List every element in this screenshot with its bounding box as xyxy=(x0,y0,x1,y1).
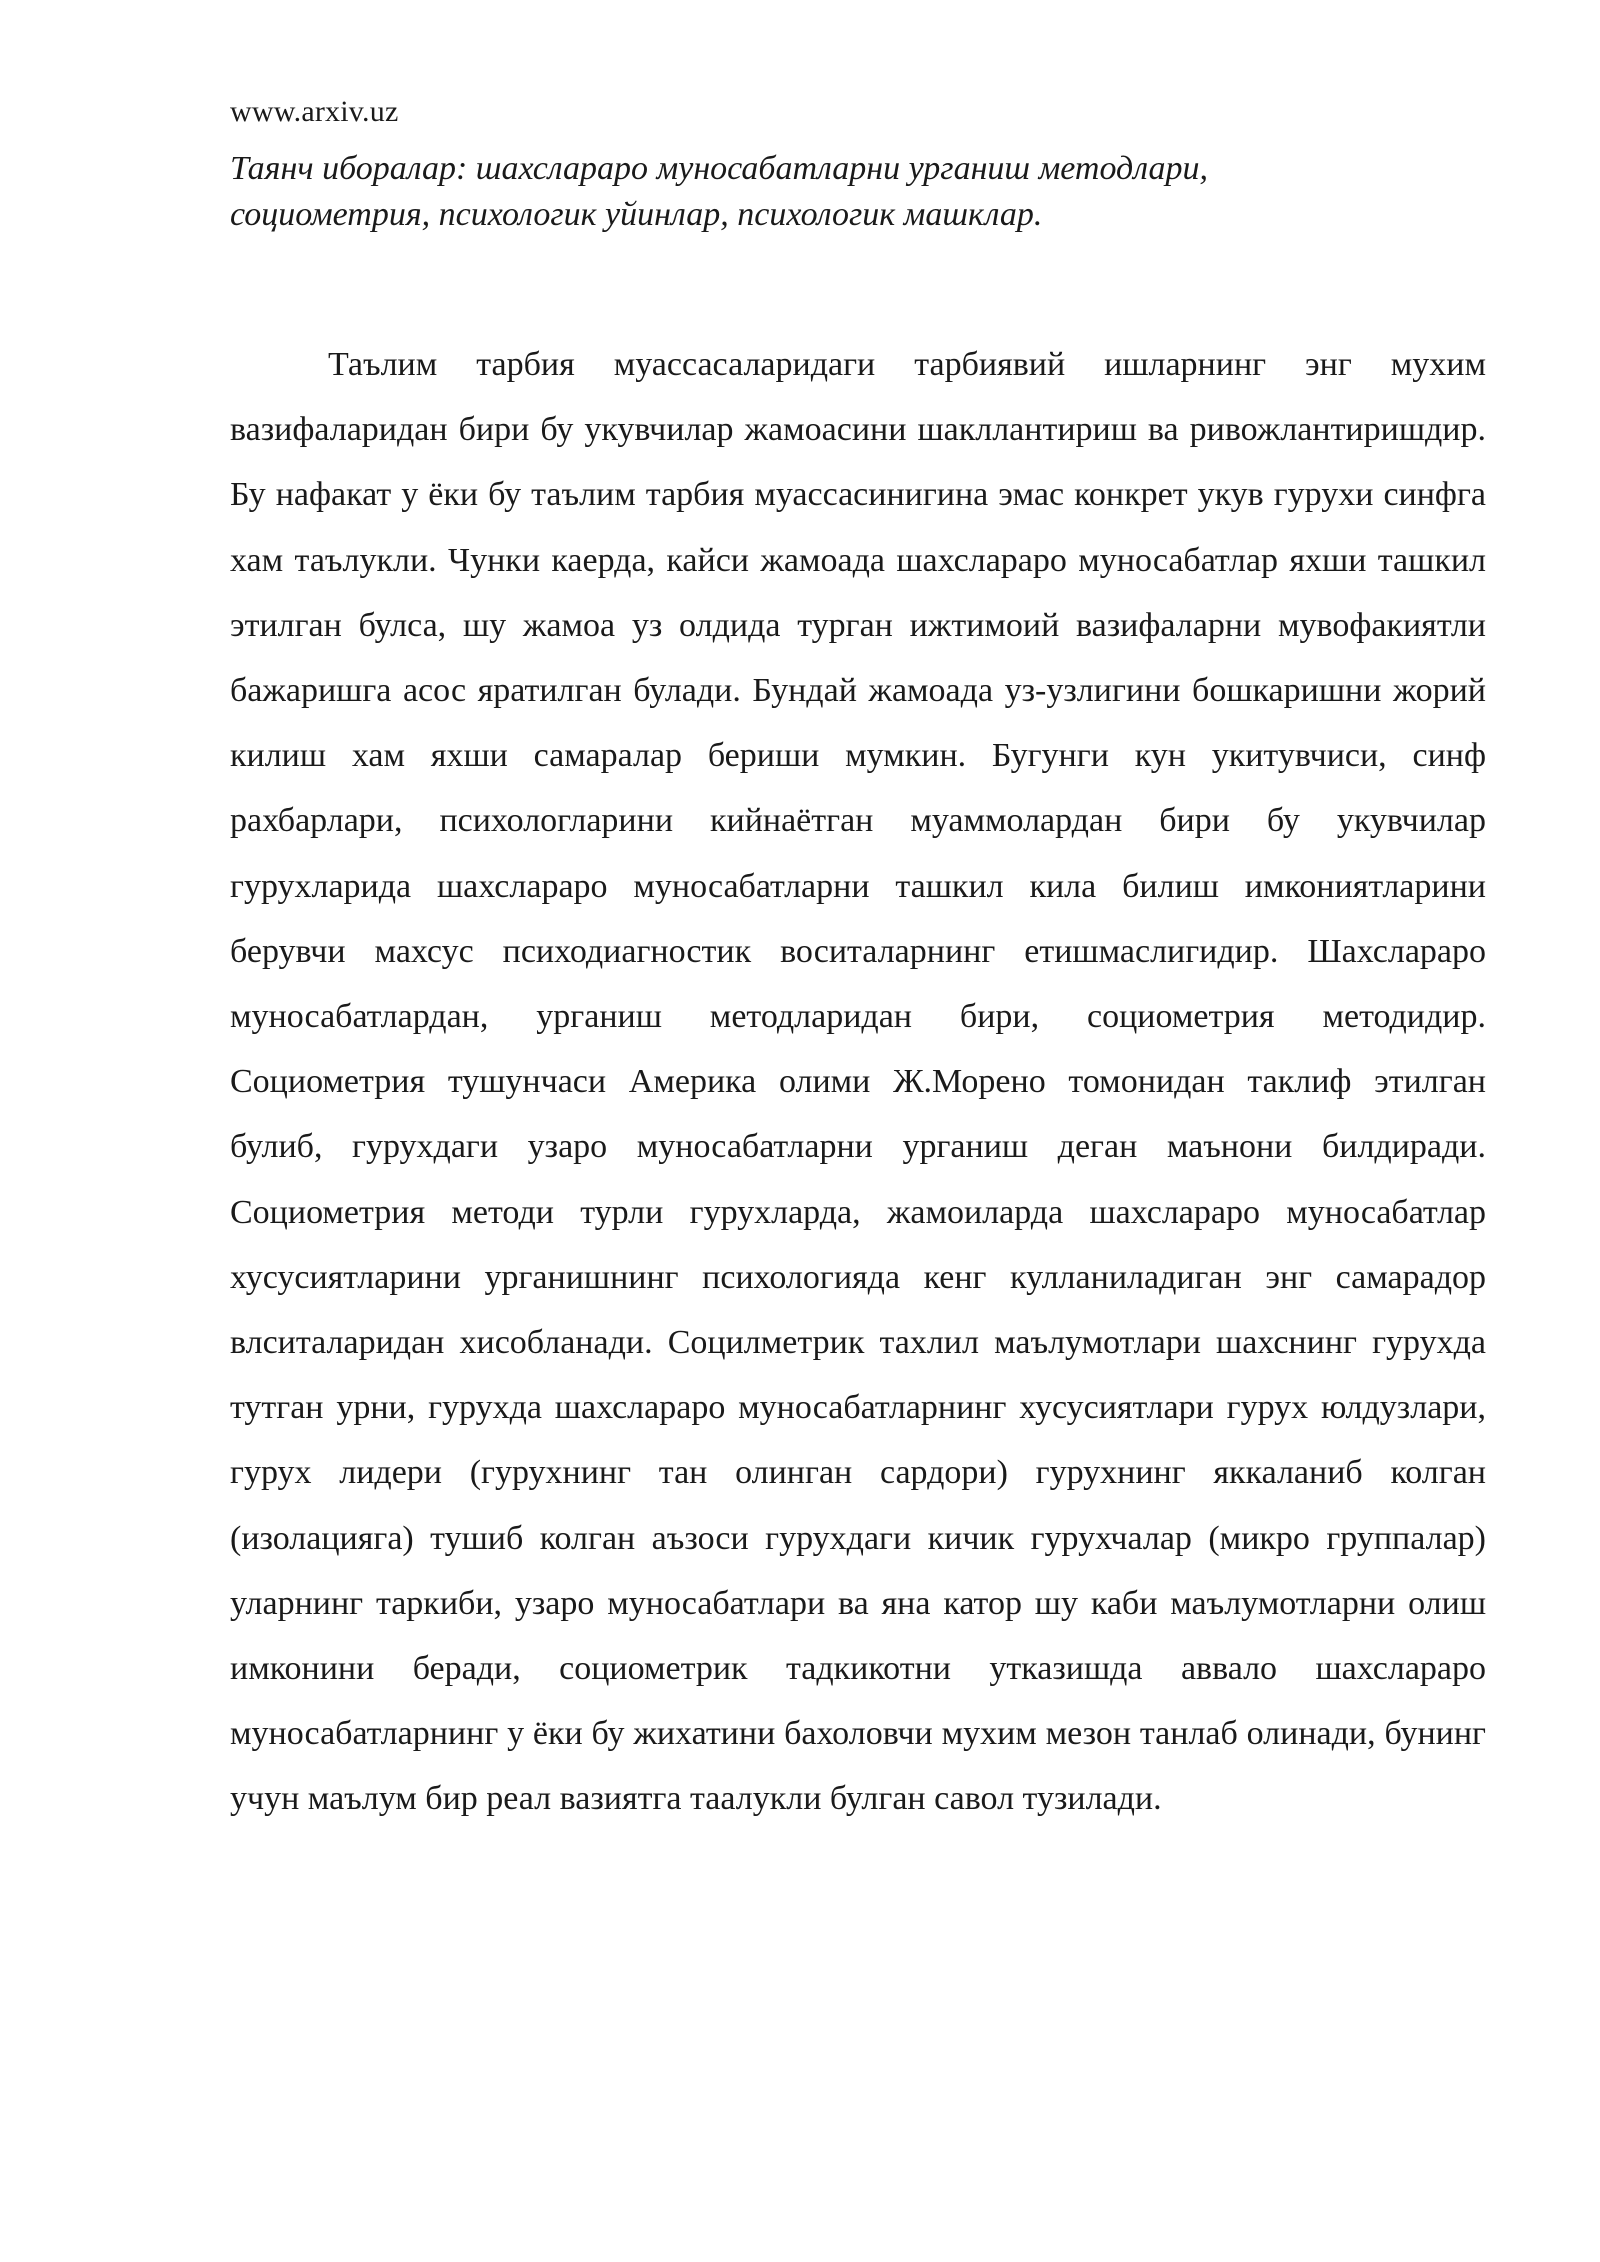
body-paragraph: Таълим тарбия муассасаларидаги тарбиявий ишларнинг энг мухим вазифаларидан бири бу укувчилар жамоасини шакллантириш ва ривожлантиришдир. Бу нафакат у ёки бу таълим тарбия муассасинигина эмас конкрет укув гурухи синфга хам таълукли. Чунки каерда, кайси жамоада шахслараро муносабатлар яхши ташкил этилган булса, шу жамоа уз олдида турган ижтимоий вазифаларни мувофакиятли бажаришга асос яратилган булади. Бундай жамоада уз-узлигини бошкаришни жорий килиш хам яхши самаралар бериши мумкин. Бугунги кун укитувчиси, синф рахбарлари, психологларини кийнаётган муаммолардан бири бу укувчилар гурухларида шахслараро муносабатларни ташкил кила билиш имкониятларини берувчи махсус психодиагностик воситаларнинг етишмаслигидир. Шахслараро муносабатлардан, урганиш методларидан бири, социометрия методидир. Социометрия тушунчаси Америка олими Ж.Морено томонидан таклиф этилган булиб, гурухдаги узаро муносабатларни урганиш деган маънони билдиради. Социометрия методи турли гурухларда, жамоиларда шахслараро муносабатлар хусусиятларини урганишнинг психологияда кенг кулланиладиган энг самарадор влситаларидан хисобланади. Социлметрик тахлил маълумотлари шахснинг гурухда тутган урни, гурухда шахслараро муносабатларнинг хусусиятлари гурух юлдузлари, гурух лидери (гурухнинг тан олинган сардори) гурухнинг яккаланиб колган (изолацияга) тушиб колган аъзоси гурухдаги кичик гурухчалар (микро группалар) уларнинг таркиби, узаро муносабатлари ва яна катор шу каби маълумотларни олиш имконини беради, социометрик тадкикотни утказишда аввало шахслараро муносабатларнинг у ёки бу жихатини бахоловчи мухим мезон танлаб олинади, бунинг учун маълум бир реал вазиятга таалукли булган савол тузилади. xyxy=(230,346,1486,1818)
keywords-block xyxy=(230,146,1486,238)
keywords-line-2: социометрия, психологик уйинлар, психологик машклар. xyxy=(230,196,1043,233)
document-page xyxy=(230,92,1486,1832)
site-header[interactable]: www.arxiv.uz xyxy=(230,95,399,128)
keywords-line-1: Таянч иборалар: шахслараро муносабатларни урганиш методлари, xyxy=(230,150,1208,187)
